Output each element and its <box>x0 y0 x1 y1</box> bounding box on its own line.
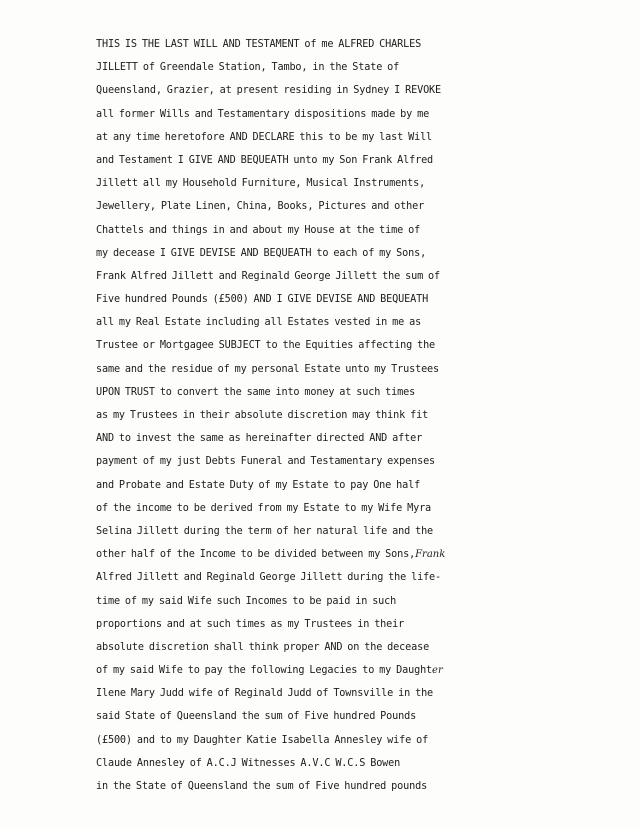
text-line-4: all former Wills and Testamentary dispositions made by me <box>96 108 430 120</box>
text-line-30: said State of Queensland the sum of Five hundred Pounds <box>96 711 417 723</box>
text-line-6: and Testament I GIVE AND BEQUEATH unto my Son Frank Alfred <box>96 154 434 166</box>
text-line-11: Frank Alfred Jillett and Reginald George Jillett the sum of <box>96 270 441 282</box>
will-typed-text <box>96 33 536 798</box>
text-line-29: Ilene Mary Judd wife of Reginald Judd of Townsville in the <box>96 688 434 700</box>
text-line-25: time of my said Wife such Incomes to be paid in such <box>96 595 397 607</box>
text-line-26: proportions and at such times as my Trustees in their <box>96 618 405 630</box>
handwritten-insert-er: er <box>432 665 443 677</box>
text-line-32: Claude Annesley of A.C.J Witnesses A.V.C W.C.S Bowen <box>96 757 401 769</box>
text-line-12: Five hundred Pounds (£500) AND I GIVE DEVISE AND BEQUEATH <box>96 294 429 306</box>
text-line-16: UPON TRUST to convert the same into money at such times <box>96 386 416 398</box>
text-line-27: absolute discretion shall think proper AND on the decease <box>96 641 430 653</box>
text-line-20: and Probate and Estate Duty of my Estate to pay One half <box>96 479 421 491</box>
text-line-24: Alfred Jillett and Reginald George Jillett during the life- <box>96 572 442 584</box>
text-line-3: Queensland, Grazier, at present residing in Sydney I REVOKE <box>96 85 442 97</box>
text-line-23 <box>96 543 536 566</box>
text-line-1: THIS IS THE LAST WILL AND TESTAMENT of me ALFRED CHARLES <box>96 39 422 50</box>
text-line-14: Trustee or Mortgagee SUBJECT to the Equities affecting the <box>96 340 436 352</box>
text-line-31: (£500) and to my Daughter Katie Isabella Annesley wife of <box>96 734 429 746</box>
handwritten-insert-frank: Frank <box>415 549 446 561</box>
text-line-22: Selina Jillett during the term of her natural life and the <box>96 525 434 537</box>
text-line-19: payment of my just Debts Funeral and Testamentary expenses <box>96 456 436 468</box>
text-line-9: Chattels and things in and about my House at the time of <box>96 224 421 236</box>
text-line-17: as my Trustees in their absolute discretion may think fit <box>96 410 429 421</box>
text-line-23-typed: other half of the Income to be divided between my Sons, <box>96 549 416 561</box>
text-line-15: same and the residue of my personal Estate unto my Trustees <box>96 363 440 375</box>
text-line-28 <box>96 659 536 682</box>
text-line-7: Jillett all my Household Furniture, Musical Instruments, <box>96 178 426 190</box>
text-line-2: JILLETT of Greendale Station, Tambo, in the State of <box>96 62 400 74</box>
text-line-10: my decease I GIVE DEVISE AND BEQUEATH to each of my Sons, <box>96 247 427 259</box>
text-line-33: in the State of Queensland the sum of Five hundred pounds <box>96 781 428 792</box>
text-line-5: at any time heretofore AND DECLARE this to be my last Will <box>96 131 433 143</box>
text-line-18: AND to invest the same as hereinafter directed AND after <box>96 433 423 445</box>
text-line-21: of the income to be derived from my Estate to my Wife Myra <box>96 502 432 514</box>
text-line-28-typed: of my said Wife to pay the following Legacies to my Daught <box>96 665 433 677</box>
text-line-13: all my Real Estate including all Estates vested in me as <box>96 317 422 329</box>
text-line-8: Jewellery, Plate Linen, China, Books, Pictures and other <box>96 201 425 213</box>
